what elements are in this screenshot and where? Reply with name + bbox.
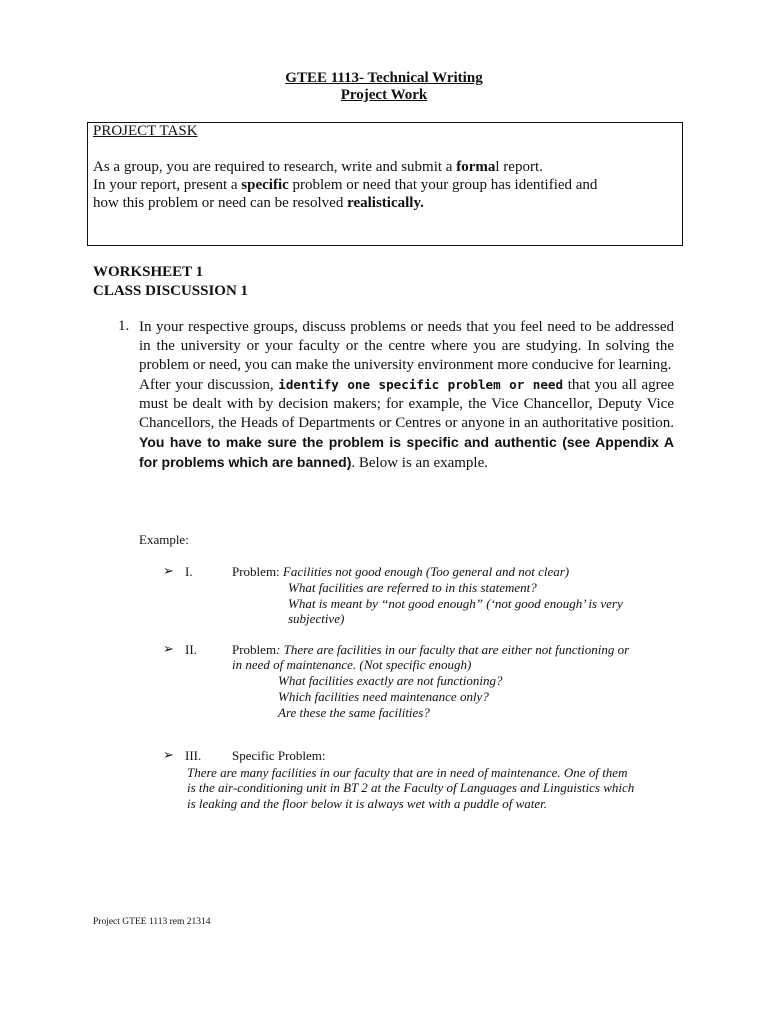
- task-line-2: In your report, present a specific problem or need that your group has identified and: [93, 177, 598, 193]
- question-number: 1.: [118, 318, 130, 334]
- bullet-arrow-icon: ➢: [163, 563, 174, 578]
- question-paragraph-2: After your discussion, identify one specific problem or need that you all agree must be dealt with by decision makers; for example, the Vice Chancellor, Deputy Vice Chancellors, the Heads of Departments or Centres or anyone in an authoritative position. You have to make sure the problem is specific and authentic (see Appendix A for problems which are banned). Below is an example.: [139, 377, 674, 471]
- question-paragraph-1: In your respective groups, discuss problems or needs that you feel need to be addressed in the university or your faculty or the centre where you are studying. In solving the problem or need, you can make the university environment more conducive for learning.: [139, 319, 674, 373]
- question-text: [139, 318, 674, 473]
- page-footer: Project GTEE 1113 rem 21314: [93, 917, 211, 927]
- worksheet-subtitle: CLASS DISCUSSION 1: [93, 283, 249, 299]
- task-line-3: how this problem or need can be resolved realistically.: [93, 195, 424, 211]
- specific-problem-label: Specific Problem:: [232, 748, 326, 763]
- task-line-1: As a group, you are required to research, write and submit a formal report.: [93, 159, 543, 175]
- specific-problem-line: is leaking and the floor below it is always wet with a puddle of water.: [187, 796, 548, 811]
- example-label: Example:: [139, 532, 189, 547]
- specific-problem-line: is the air-conditioning unit in BT 2 at the Faculty of Languages and Linguistics which: [187, 780, 635, 795]
- problem-1-note: subjective): [288, 611, 345, 626]
- bullet-arrow-icon: ➢: [163, 641, 174, 656]
- problem-1-note: What facilities are referred to in this statement?: [288, 580, 537, 595]
- problem-2-note: Which facilities need maintenance only?: [278, 689, 489, 704]
- problem-2-note: Are these the same facilities?: [278, 705, 430, 720]
- specific-problem-line: There are many facilities in our faculty that are in need of maintenance. One of them: [187, 765, 628, 780]
- item-numeral: II.: [185, 642, 197, 657]
- worksheet-title: WORKSHEET 1: [93, 264, 204, 280]
- course-title: GTEE 1113- Technical Writing: [285, 70, 483, 86]
- bullet-arrow-icon: ➢: [163, 747, 174, 762]
- item-numeral: III.: [185, 748, 202, 763]
- problem-2-note: What facilities exactly are not functioning?: [278, 673, 503, 688]
- problem-2: Problem: There are facilities in our faculty that are either not functioning or: [232, 642, 630, 657]
- problem-1: Problem: Facilities not good enough (Too general and not clear): [232, 564, 570, 579]
- document-subtitle: Project Work: [340, 87, 428, 103]
- problem-2-continued: in need of maintenance. (Not specific enough): [232, 657, 472, 672]
- problem-1-note: What is meant by “not good enough” (‘not good enough’ is very: [288, 596, 623, 611]
- project-task-heading: PROJECT TASK: [93, 123, 198, 139]
- item-numeral: I.: [185, 564, 193, 579]
